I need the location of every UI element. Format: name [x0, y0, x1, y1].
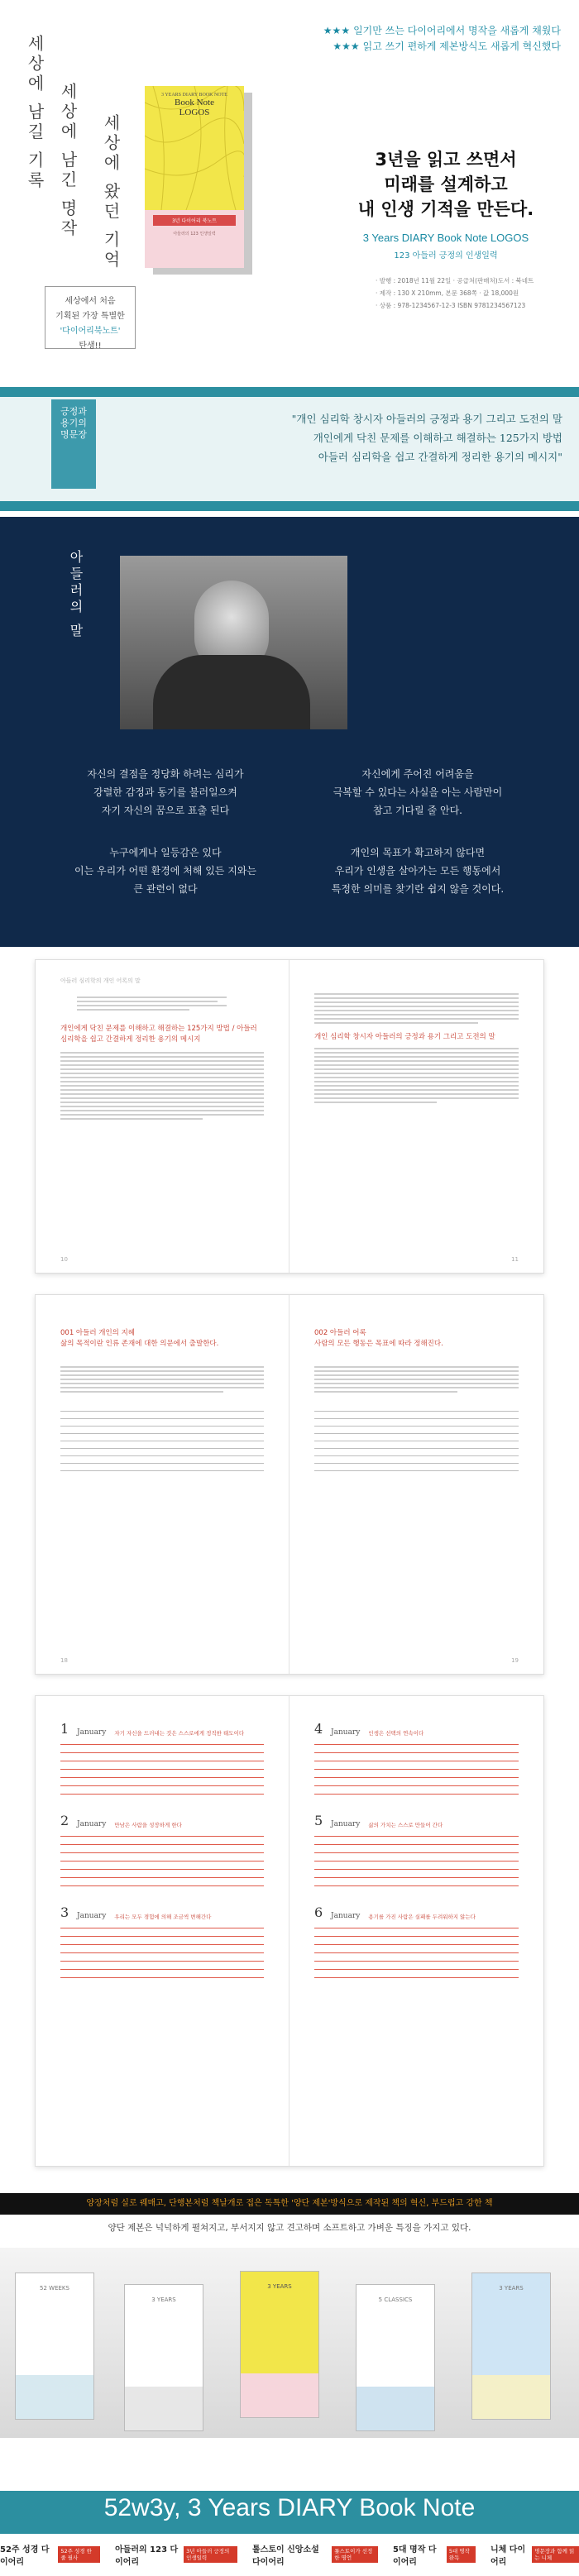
- series-title: 52w3y, 3 Years DIARY Book Note: [103, 2494, 476, 2521]
- month-label: January: [77, 1912, 107, 1920]
- promo-line-2: 읽고 쓰기 편하게 제본방식도 새롭게 혁신했다: [362, 41, 561, 52]
- quote-label-line: 용기의: [60, 418, 87, 428]
- adler-saying-3: 누구에게나 일등감은 있다 이는 우리가 어떤 환경에 처해 있든 지와는 큰 관련이 없다: [74, 847, 256, 895]
- first-box-line: '다이어리북노트': [60, 327, 121, 336]
- writing-line[interactable]: [314, 1836, 519, 1837]
- hero-subtitle: 3 Years DIARY Book Note LOGOS: [362, 232, 529, 244]
- series-item-title: 52주 성경 다이어리: [0, 2545, 50, 2567]
- entry-heading: 001 아들러 개인의 지혜 삶의 목적이란 인류 존재에 대한 의문에서 출발한다.: [60, 1329, 219, 1348]
- writing-line[interactable]: [314, 1844, 519, 1845]
- star-icon: ★★★: [333, 41, 360, 52]
- day-number: 6: [314, 1905, 323, 1920]
- writing-line[interactable]: [60, 1744, 264, 1745]
- adler-saying-4: 개인의 목표가 확고하지 않다면 우리가 인생을 살아가는 모든 행동에서 특정한 의미를 찾기란 쉽지 않을 것이다.: [331, 847, 505, 895]
- series-item: [393, 2542, 476, 2567]
- book-thumb: 3 YEARS: [240, 2271, 319, 2418]
- cover-top-text: 3 YEARS DIARY BOOK NOTE: [161, 93, 227, 98]
- star-icon: ★★★: [323, 25, 351, 36]
- writing-line[interactable]: [60, 1969, 264, 1970]
- series-list: [0, 2542, 579, 2567]
- product-specs: [376, 275, 557, 312]
- series-item: [252, 2542, 378, 2567]
- writing-line[interactable]: [60, 1777, 264, 1778]
- spread-page-right: [290, 1295, 543, 1674]
- writing-line[interactable]: [60, 1869, 264, 1870]
- diary-day-block: [60, 1905, 264, 1978]
- adler-portrait: [120, 556, 347, 729]
- writing-line[interactable]: [314, 1769, 519, 1770]
- highlight-text: 개인에게 닥친 문제를 이해하고 해결하는 125가지 방법 / 아들러 심리학을 쉽고 간결하게 정리한 용기의 메시지: [60, 1025, 257, 1044]
- book-spread-notes: [35, 1294, 544, 1675]
- quote-label-line: 명문장: [60, 429, 87, 440]
- series-item-tag: 52주 성경 한 줄 필사: [58, 2546, 100, 2563]
- promo-lines: [323, 23, 561, 55]
- page-header: 아들러 심리학의 개인 어록의 말: [60, 977, 141, 984]
- hero-title-line: 내 인생 기적을 만든다.: [357, 199, 534, 219]
- writing-line[interactable]: [60, 1769, 264, 1770]
- highlight-text: 개인 심리학 창시자 아들러의 긍정과 용기 그리고 도전의 말: [314, 1033, 495, 1041]
- vertical-title-3: 세상에 왔던 기억: [101, 114, 121, 270]
- page-number: 11: [511, 1256, 519, 1263]
- writing-line[interactable]: [314, 1977, 519, 1978]
- day-heading: 자기 자신을 드러내는 것은 스스로에게 정직한 태도이다: [114, 1730, 245, 1737]
- spread-page-left: [36, 960, 290, 1273]
- day-number: 2: [60, 1813, 69, 1828]
- adler-saying-1: 자신의 결점을 정당화 하려는 심리가 강렬한 감정과 동기를 불러일으켜 자기 자신의 꿈으로 표출 된다: [87, 768, 244, 816]
- writing-line[interactable]: [314, 1777, 519, 1778]
- adler-saying-2: 자신에게 주어진 어려움을 극복할 수 있다는 사실을 아는 사람만이 참고 기다릴 줄 안다.: [333, 768, 503, 816]
- adler-quote: [116, 409, 562, 466]
- diary-day-block: [314, 1813, 519, 1886]
- cover-title: Book Note: [175, 98, 214, 108]
- month-label: January: [331, 1820, 361, 1828]
- first-ever-box: [45, 286, 136, 349]
- day-heading: 인생은 선택의 연속이다: [368, 1730, 424, 1737]
- series-item-tag: 톨스토이가 선정한 명언: [332, 2546, 378, 2563]
- writing-line[interactable]: [314, 1969, 519, 1970]
- diary-page-right: [290, 1696, 543, 2166]
- writing-line[interactable]: [60, 1944, 264, 1945]
- writing-line[interactable]: [60, 1844, 264, 1845]
- series-item-title: 니체 다이어리: [490, 2545, 526, 2567]
- writing-line[interactable]: [314, 1852, 519, 1853]
- day-heading: 우리는 모두 경험에 의해 조금씩 변해간다: [114, 1914, 212, 1920]
- first-box-line: 세상에서 처음: [65, 297, 116, 306]
- series-item-tag: 5대 명작 완독: [447, 2546, 476, 2563]
- book-thumb: 3 YEARS: [124, 2284, 203, 2431]
- diary-page-left: [36, 1696, 290, 2166]
- series-item-title: 톨스토이 신앙소설 다이어리: [252, 2545, 319, 2567]
- day-heading: 만남은 사람을 성장하게 한다: [114, 1822, 182, 1828]
- book-spread-intro: [35, 959, 544, 1274]
- promo-line-1: 일기만 쓰는 다이어리에서 명작을 새롭게 채웠다: [353, 25, 561, 36]
- hero-title: [334, 147, 557, 222]
- writing-line[interactable]: [60, 1885, 264, 1886]
- writing-line[interactable]: [314, 1944, 519, 1945]
- writing-line[interactable]: [60, 1852, 264, 1853]
- book-thumb: 52 WEEKS: [15, 2273, 94, 2420]
- first-box-line: 탄생!!: [79, 342, 102, 351]
- day-number: 1: [60, 1721, 69, 1737]
- vertical-title-1: 세상에 남길 기록: [25, 35, 45, 191]
- quote-label: [51, 399, 96, 489]
- diary-day-block: [314, 1721, 519, 1795]
- writing-line[interactable]: [60, 1752, 264, 1753]
- cover-banner: 3년 다이어리 북노트: [153, 215, 236, 226]
- series-item: [115, 2542, 237, 2567]
- writing-line[interactable]: [314, 1869, 519, 1870]
- diary-day-block: [314, 1905, 519, 1978]
- series-item-title: 아들러의 123 다이어리: [115, 2545, 179, 2567]
- series-item: [490, 2542, 579, 2567]
- adler-words-title: 아들러의 말: [68, 550, 84, 641]
- binding-banner: 양장처럼 실로 꿰매고, 단행본처럼 책날개로 접은 독특한 '양단 제본'방식으로 제작된 책의 혁신, 부드럽고 강한 책: [0, 2193, 579, 2215]
- spec-line: · 발행 : 2018년 11월 22일 · 공급처(판매처)도서 : 북네트: [376, 277, 534, 284]
- writing-line[interactable]: [60, 1936, 264, 1937]
- spec-line: · 제작 : 130 X 210mm, 본문 368쪽 · 값 18,000원: [376, 289, 519, 297]
- writing-line[interactable]: [314, 1752, 519, 1753]
- writing-line[interactable]: [60, 1877, 264, 1878]
- quote-line: 아들러 심리학을 쉽고 간결하게 정리한 용기의 메시지": [318, 451, 562, 463]
- writing-line[interactable]: [314, 1936, 519, 1937]
- writing-line[interactable]: [314, 1744, 519, 1745]
- month-label: January: [77, 1728, 107, 1737]
- diary-day-block: [60, 1721, 264, 1795]
- first-box-line: 기획된 가장 특별한: [55, 312, 125, 321]
- writing-line[interactable]: [314, 1952, 519, 1953]
- series-item-title: 5대 명작 다이어리: [392, 2545, 437, 2567]
- book-thumb: 5 CLASSICS: [356, 2284, 435, 2431]
- book-thumb: 3 YEARS: [471, 2273, 551, 2420]
- series-item: [0, 2542, 100, 2567]
- day-number: 3: [60, 1905, 69, 1920]
- series-item-tag: 3년 아들러 긍정의 인생일력: [184, 2546, 237, 2563]
- writing-line[interactable]: [60, 1977, 264, 1978]
- day-heading: 용기를 가진 사람은 실패를 두려워하지 않는다: [368, 1914, 476, 1920]
- month-label: January: [331, 1728, 361, 1737]
- hero-title-line: 3년을 읽고 쓰면서: [375, 150, 517, 170]
- cover-logo: LOGOS: [179, 108, 210, 117]
- writing-line[interactable]: [60, 1836, 264, 1837]
- quote-line: "개인 심리학 창시자 아들러의 긍정과 용기 그리고 도전의 말: [291, 413, 562, 425]
- writing-line[interactable]: [314, 1877, 519, 1878]
- writing-line[interactable]: [60, 1961, 264, 1962]
- writing-line[interactable]: [60, 1794, 264, 1795]
- writing-line[interactable]: [314, 1885, 519, 1886]
- spec-line: · 상품 : 978-1234567-12-3 ISBN 9781234567123: [376, 302, 526, 309]
- writing-line[interactable]: [60, 1861, 264, 1862]
- series-item-tag: 명문장과 함께 읽는 니체: [532, 2546, 579, 2563]
- spread-page-left: [36, 1295, 290, 1674]
- book-spread-diary: [35, 1695, 544, 2167]
- day-number: 5: [314, 1813, 323, 1828]
- page-number: 18: [60, 1657, 68, 1664]
- month-label: January: [331, 1912, 361, 1920]
- day-number: 4: [314, 1721, 323, 1737]
- writing-line[interactable]: [314, 1861, 519, 1862]
- spread-page-right: [290, 960, 543, 1273]
- entry-heading: 002 아들러 어록 사람의 모든 행동은 목표에 따라 정해진다.: [314, 1329, 443, 1348]
- writing-line[interactable]: [314, 1794, 519, 1795]
- writing-line[interactable]: [314, 1785, 519, 1786]
- writing-line[interactable]: [314, 1961, 519, 1962]
- page-number: 10: [60, 1256, 68, 1263]
- book-cover-image: [145, 86, 244, 268]
- hero-title-line: 미래를 설계하고: [384, 174, 508, 194]
- page-number: 19: [511, 1657, 519, 1664]
- book-lineup-image: [0, 2248, 579, 2438]
- quote-line: 개인에게 닥친 문제를 이해하고 해결하는 125가지 방법: [313, 432, 562, 444]
- diary-day-block: [60, 1813, 264, 1886]
- writing-line[interactable]: [60, 1785, 264, 1786]
- quote-label-line: 긍정과: [60, 406, 87, 417]
- cover-band-text: 아들러의 123 인생일력: [173, 232, 216, 237]
- hero-subtitle-2: 123 아들러 긍정의 인생일력: [394, 251, 498, 260]
- binding-note: 양단 제본은 넉넉하게 펼쳐지고, 부서지지 않고 견고하며 소프트하고 가벼운 특징을 가지고 있다.: [108, 2223, 471, 2233]
- month-label: January: [77, 1820, 107, 1828]
- day-heading: 삶의 가치는 스스로 만들어 간다: [368, 1822, 443, 1828]
- vertical-title-2: 세상에 남긴 명작: [58, 83, 78, 239]
- writing-line[interactable]: [60, 1952, 264, 1953]
